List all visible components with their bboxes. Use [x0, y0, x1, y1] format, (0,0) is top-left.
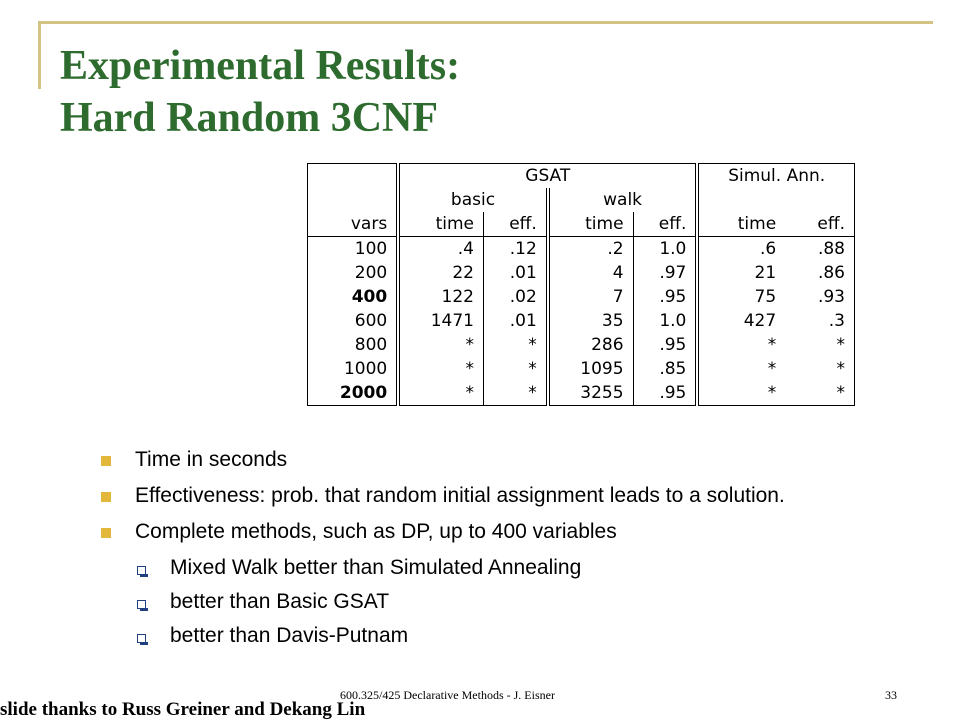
cell-vars: 600	[308, 309, 399, 333]
left-rule	[38, 21, 41, 89]
sub-bullet-text: better than Basic GSAT	[170, 590, 390, 613]
cell-sa-eff: *	[836, 359, 845, 379]
title-line-2: Hard Random 3CNF	[60, 95, 439, 141]
credit-note: slide thanks to Russ Greiner and Dekang Lin	[0, 699, 366, 720]
col-header-sa-eff: eff.	[785, 212, 854, 237]
cell-sa-eff: .93	[817, 287, 845, 307]
cell-sa-time: 427	[743, 311, 777, 331]
cell-basic-time: 122	[398, 285, 483, 309]
cell-basic-eff: .01	[483, 309, 547, 333]
cell-sa-time: 21	[754, 263, 777, 283]
cell-basic-eff: *	[483, 381, 547, 406]
cell-walk-time: 7	[548, 285, 633, 309]
cell-sa-time: *	[767, 359, 777, 379]
cell-sa-eff: *	[836, 383, 845, 403]
page-number: 33	[885, 688, 897, 702]
cell-walk-eff: .95	[633, 333, 697, 357]
cell-basic-time: 1471	[398, 309, 483, 333]
walk-subheader: walk	[548, 188, 698, 212]
col-header-walk-time: time	[548, 212, 633, 237]
sub-bullet-text: better than Davis-Putnam	[170, 624, 409, 647]
cell-vars: 400	[308, 285, 399, 309]
slide-title	[60, 40, 460, 144]
simul-ann-group-header: Simul. Ann.	[728, 166, 826, 186]
bullet-text: Effectiveness: prob. that random initial assignment leads to a solution.	[135, 484, 785, 507]
bullet-item	[100, 447, 910, 473]
hollow-square-bullet-icon	[137, 566, 146, 575]
cell-vars: 800	[308, 333, 399, 357]
results-table	[307, 163, 855, 406]
square-bullet-icon	[101, 492, 111, 502]
cell-basic-eff: .12	[483, 237, 547, 262]
cell-vars: 200	[308, 261, 399, 285]
sub-bullet-item	[100, 555, 910, 581]
cell-sa-eff: *	[836, 335, 845, 355]
col-header-vars: vars	[308, 212, 399, 237]
empty-subheader-cell	[308, 188, 399, 212]
title-line-1: Experimental Results:	[60, 43, 461, 89]
cell-vars: 1000	[308, 357, 399, 381]
cell-vars: 2000	[308, 381, 399, 406]
sub-bullet-item	[100, 623, 910, 649]
bullet-text: Time in seconds	[135, 448, 288, 471]
group-header-row	[308, 164, 855, 189]
table-row	[308, 309, 855, 333]
cell-basic-time: *	[398, 333, 483, 357]
cell-sa-time: .6	[759, 239, 777, 259]
slide-footer: 600.325/425 Declarative Methods - J. Eisner	[340, 688, 555, 702]
cell-walk-time: 1095	[548, 357, 633, 381]
hollow-square-bullet-icon	[137, 634, 146, 643]
cell-basic-eff: *	[483, 357, 547, 381]
table-row	[308, 261, 855, 285]
column-header-row	[308, 212, 855, 237]
cell-walk-time: 35	[548, 309, 633, 333]
bullet-item	[100, 483, 910, 509]
cell-sa-time: 75	[754, 287, 777, 307]
cell-walk-time: .2	[548, 237, 633, 262]
cell-basic-time: .4	[398, 237, 483, 262]
cell-basic-time: *	[398, 381, 483, 406]
col-header-sa-time: time	[697, 212, 785, 237]
top-rule	[38, 21, 933, 24]
basic-subheader: basic	[398, 188, 548, 212]
sub-bullet-text: Mixed Walk better than Simulated Annealing	[170, 556, 582, 579]
sub-bullet-item	[100, 589, 910, 615]
col-header-basic-time: time	[398, 212, 483, 237]
cell-walk-time: 3255	[548, 381, 633, 406]
cell-sa-eff: .88	[817, 239, 845, 259]
cell-walk-eff: .95	[633, 285, 697, 309]
gsat-group-header: GSAT	[398, 164, 697, 189]
cell-walk-eff: 1.0	[633, 237, 697, 262]
square-bullet-icon	[101, 456, 111, 466]
cell-sa-time: *	[767, 335, 777, 355]
col-header-walk-eff: eff.	[633, 212, 697, 237]
cell-basic-eff: .02	[483, 285, 547, 309]
table-row	[308, 381, 855, 406]
col-header-basic-eff: eff.	[483, 212, 547, 237]
cell-walk-eff: .95	[633, 381, 697, 406]
table-row	[308, 357, 855, 381]
bullet-list	[100, 447, 910, 657]
cell-walk-eff: 1.0	[633, 309, 697, 333]
bullet-text: Complete methods, such as DP, up to 400 variables	[135, 520, 617, 543]
cell-walk-eff: .97	[633, 261, 697, 285]
cell-sa-eff: .3	[828, 311, 845, 331]
cell-vars: 100	[308, 237, 399, 262]
cell-basic-eff: .01	[483, 261, 547, 285]
cell-sa-time: *	[767, 383, 777, 403]
cell-sa-eff: .86	[817, 263, 845, 283]
cell-walk-eff: .85	[633, 357, 697, 381]
table-row	[308, 237, 855, 262]
cell-basic-time: *	[398, 357, 483, 381]
empty-simul-subheader	[697, 188, 854, 212]
cell-walk-time: 4	[548, 261, 633, 285]
hollow-square-bullet-icon	[137, 600, 146, 609]
table-row	[308, 333, 855, 357]
subgroup-header-row	[308, 188, 855, 212]
cell-walk-time: 286	[548, 333, 633, 357]
cell-basic-eff: *	[483, 333, 547, 357]
bullet-item	[100, 519, 910, 545]
table-row	[308, 285, 855, 309]
empty-header-cell	[308, 164, 399, 189]
cell-basic-time: 22	[398, 261, 483, 285]
square-bullet-icon	[101, 528, 111, 538]
